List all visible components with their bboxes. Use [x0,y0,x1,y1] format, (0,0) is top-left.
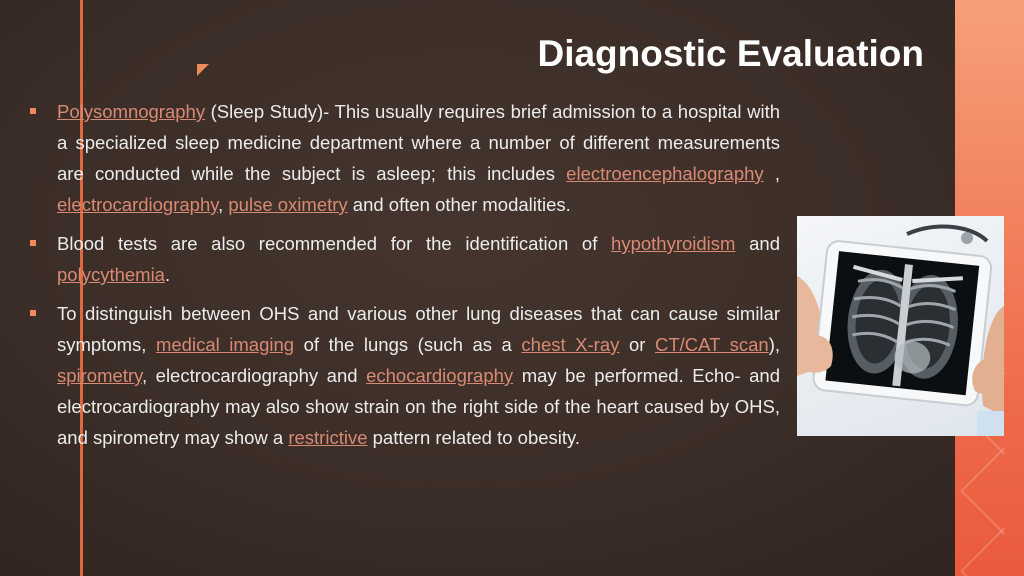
link-electrocardiography[interactable]: electrocardiography [57,194,219,215]
link-chest-xray[interactable]: chest X-ray [521,334,620,355]
link-polycythemia[interactable]: polycythemia [57,264,165,285]
link-pulse-oximetry[interactable]: pulse oximetry [228,194,348,215]
bullet-imaging: To distinguish between OHS and various other lung diseases that can cause similar symptoms, medical imaging of the lungs (such as a chest X-ray or CT/CAT scan), spirometry, electrocardiography and echocardiography may be performed. Echo- and electrocardiography may also show strain on the right side of the heart caused by OHS, and spirometry may show a restrictive pattern related to obesity. [57,298,780,453]
link-echocardiography[interactable]: echocardiography [366,365,514,386]
link-ct-cat-scan[interactable]: CT/CAT scan [654,334,769,355]
bullet-list [57,96,780,461]
link-polysomnography[interactable]: Polysomnography [57,101,206,122]
link-hypothyroidism[interactable]: hypothyroidism [611,233,736,254]
corner-triangle-icon [197,64,209,76]
slide-title: Diagnostic Evaluation [537,33,924,74]
link-medical-imaging[interactable]: medical imaging [155,334,295,355]
link-electroencephalography[interactable]: electroencephalography [566,163,764,184]
link-restrictive[interactable]: restrictive [288,427,368,448]
bullet-blood-tests: Blood tests are also recommended for the identification of hypothyroidism and polycythemia. [57,228,780,290]
chest-xray-tablet-image [797,216,1004,436]
link-spirometry[interactable]: spirometry [57,365,142,386]
bullet-polysomnography: Polysomnography (Sleep Study)- This usually requires brief admission to a hospital with a specialized sleep medicine department where a number of different measurements are conducted while the subject is asleep; this includes electroencephalography , electrocardiography, pulse oximetry and often other modalities. [57,96,780,220]
